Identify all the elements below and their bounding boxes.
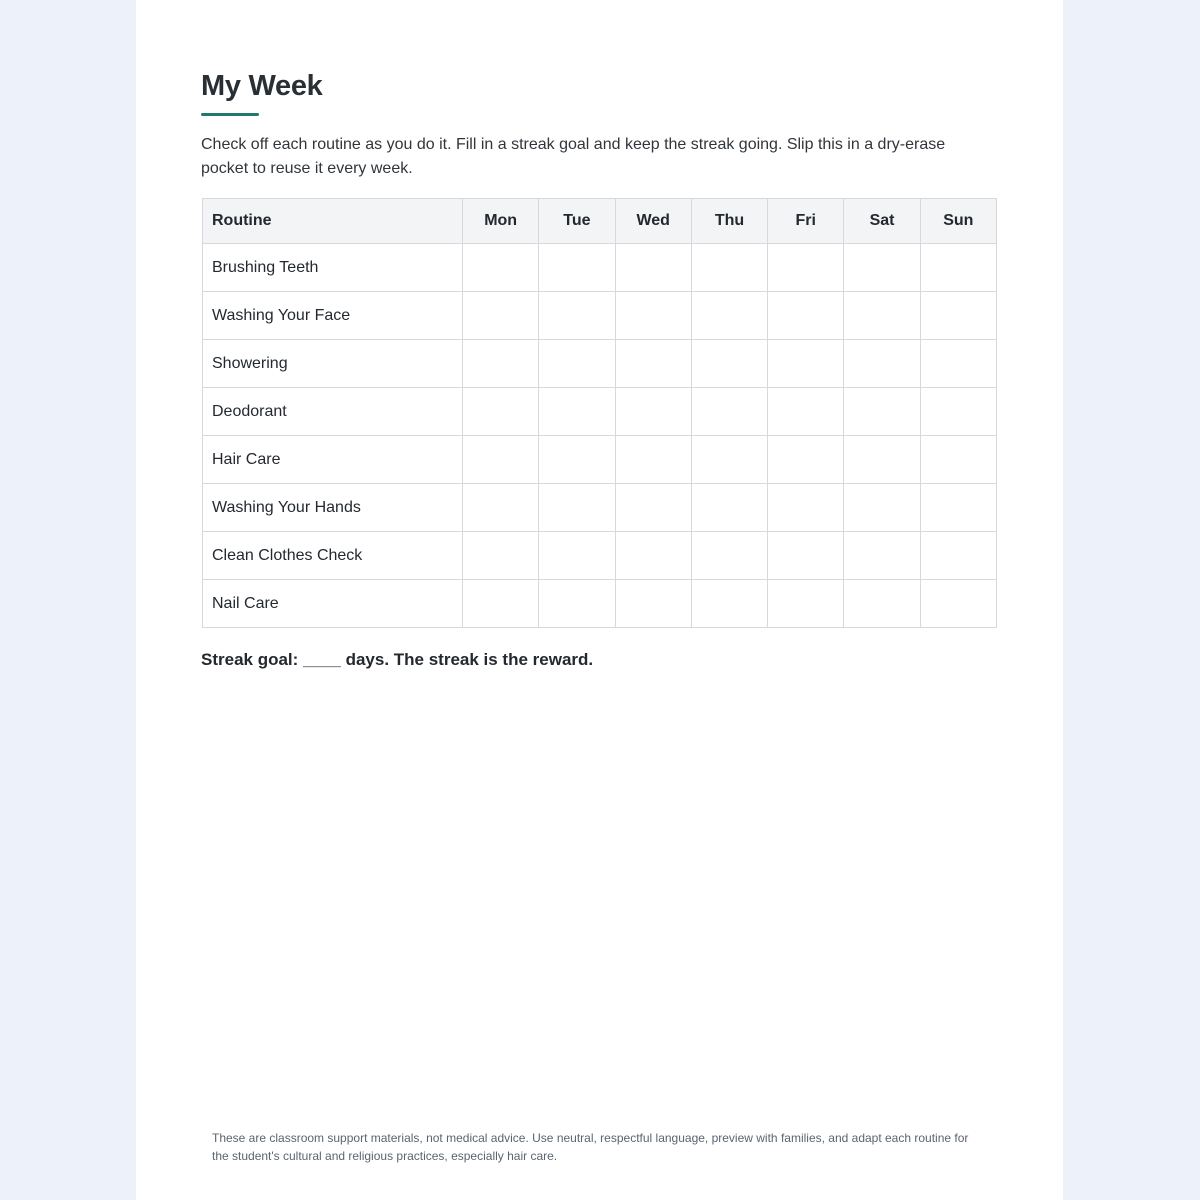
check-cell-wed[interactable] xyxy=(615,244,691,292)
check-cell-wed[interactable] xyxy=(615,436,691,484)
check-cell-thu[interactable] xyxy=(691,484,767,532)
check-cell-sun[interactable] xyxy=(920,436,996,484)
check-cell-wed[interactable] xyxy=(615,292,691,340)
check-cell-wed[interactable] xyxy=(615,532,691,580)
check-cell-sat[interactable] xyxy=(844,292,920,340)
day-header-sun: Sun xyxy=(920,199,996,244)
page-title: My Week xyxy=(201,70,323,102)
routine-label: Nail Care xyxy=(203,580,463,628)
table-row xyxy=(203,532,997,580)
check-cell-sat[interactable] xyxy=(844,580,920,628)
check-cell-sat[interactable] xyxy=(844,532,920,580)
check-cell-tue[interactable] xyxy=(539,436,615,484)
check-cell-tue[interactable] xyxy=(539,532,615,580)
table-row xyxy=(203,292,997,340)
table-row xyxy=(203,436,997,484)
check-cell-thu[interactable] xyxy=(691,388,767,436)
check-cell-sun[interactable] xyxy=(920,532,996,580)
check-cell-mon[interactable] xyxy=(463,532,539,580)
check-cell-sun[interactable] xyxy=(920,340,996,388)
check-cell-sun[interactable] xyxy=(920,388,996,436)
streak-goal-line: Streak goal: ____ days. The streak is the reward. xyxy=(201,650,594,669)
day-header-mon: Mon xyxy=(463,199,539,244)
worksheet-page xyxy=(136,0,1063,1200)
check-cell-mon[interactable] xyxy=(463,340,539,388)
check-cell-sun[interactable] xyxy=(920,244,996,292)
check-cell-fri[interactable] xyxy=(768,580,844,628)
check-cell-sat[interactable] xyxy=(844,436,920,484)
table-header-row xyxy=(203,199,997,244)
check-cell-thu[interactable] xyxy=(691,436,767,484)
routine-label: Brushing Teeth xyxy=(203,244,463,292)
check-cell-sun[interactable] xyxy=(920,292,996,340)
intro-text: Check off each routine as you do it. Fill in a streak goal and keep the streak going. Slip this in a dry-erase pocket to reuse it every week. xyxy=(201,136,946,177)
routine-label: Hair Care xyxy=(203,436,463,484)
check-cell-tue[interactable] xyxy=(539,484,615,532)
title-underline xyxy=(201,113,259,116)
check-cell-thu[interactable] xyxy=(691,532,767,580)
day-header-thu: Thu xyxy=(691,199,767,244)
check-cell-thu[interactable] xyxy=(691,580,767,628)
check-cell-mon[interactable] xyxy=(463,388,539,436)
check-cell-mon[interactable] xyxy=(463,436,539,484)
routine-label: Washing Your Face xyxy=(203,292,463,340)
check-cell-sat[interactable] xyxy=(844,244,920,292)
check-cell-sat[interactable] xyxy=(844,484,920,532)
check-cell-fri[interactable] xyxy=(768,532,844,580)
check-cell-fri[interactable] xyxy=(768,388,844,436)
check-cell-fri[interactable] xyxy=(768,340,844,388)
check-cell-mon[interactable] xyxy=(463,580,539,628)
check-cell-fri[interactable] xyxy=(768,292,844,340)
routine-label: Washing Your Hands xyxy=(203,484,463,532)
check-cell-mon[interactable] xyxy=(463,484,539,532)
tracker-body xyxy=(203,244,997,628)
day-header-sat: Sat xyxy=(844,199,920,244)
check-cell-wed[interactable] xyxy=(615,340,691,388)
check-cell-tue[interactable] xyxy=(539,340,615,388)
check-cell-sat[interactable] xyxy=(844,388,920,436)
check-cell-sat[interactable] xyxy=(844,340,920,388)
routine-label: Clean Clothes Check xyxy=(203,532,463,580)
check-cell-fri[interactable] xyxy=(768,436,844,484)
table-row xyxy=(203,484,997,532)
table-row xyxy=(203,340,997,388)
check-cell-tue[interactable] xyxy=(539,244,615,292)
day-header-tue: Tue xyxy=(539,199,615,244)
day-header-wed: Wed xyxy=(615,199,691,244)
routine-column-header: Routine xyxy=(203,199,463,244)
routine-tracker-table xyxy=(202,198,997,628)
routine-label: Showering xyxy=(203,340,463,388)
check-cell-mon[interactable] xyxy=(463,244,539,292)
routine-label: Deodorant xyxy=(203,388,463,436)
table-row xyxy=(203,388,997,436)
check-cell-sun[interactable] xyxy=(920,580,996,628)
check-cell-wed[interactable] xyxy=(615,484,691,532)
check-cell-thu[interactable] xyxy=(691,244,767,292)
check-cell-fri[interactable] xyxy=(768,484,844,532)
check-cell-tue[interactable] xyxy=(539,580,615,628)
check-cell-mon[interactable] xyxy=(463,292,539,340)
check-cell-tue[interactable] xyxy=(539,292,615,340)
check-cell-tue[interactable] xyxy=(539,388,615,436)
check-cell-thu[interactable] xyxy=(691,292,767,340)
check-cell-thu[interactable] xyxy=(691,340,767,388)
day-header-fri: Fri xyxy=(768,199,844,244)
table-row xyxy=(203,580,997,628)
check-cell-wed[interactable] xyxy=(615,580,691,628)
disclaimer-note: These are classroom support materials, not medical advice. Use neutral, respectful language, preview with families, and adapt each routine for the student's cultural and religious practices, especially hair care. xyxy=(212,1131,969,1163)
check-cell-sun[interactable] xyxy=(920,484,996,532)
check-cell-wed[interactable] xyxy=(615,388,691,436)
check-cell-fri[interactable] xyxy=(768,244,844,292)
table-row xyxy=(203,244,997,292)
